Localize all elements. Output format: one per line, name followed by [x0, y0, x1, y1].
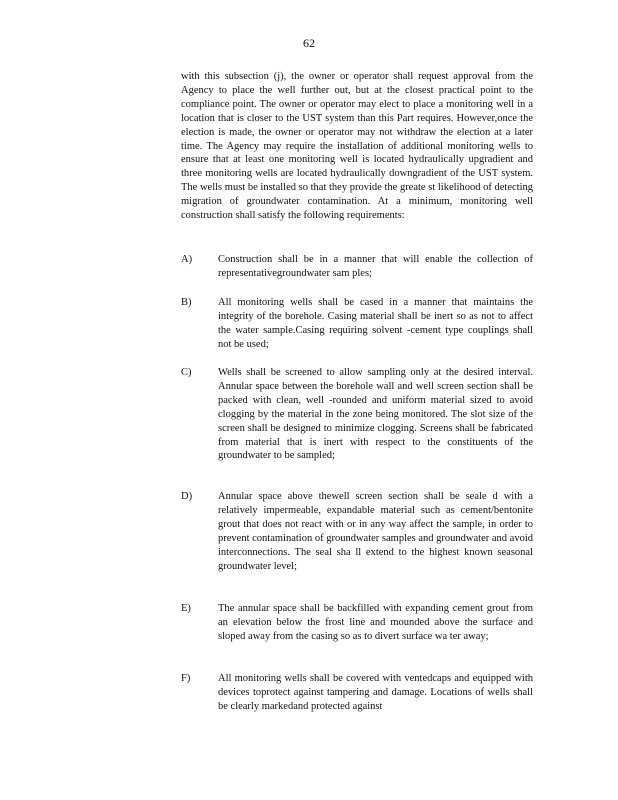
- list-item: [181, 672, 533, 714]
- list-item: [181, 296, 533, 352]
- list-item: [181, 366, 533, 463]
- list-item-text: All monitoring wells shall be covered with ventedcaps and equipped with devices toprotect against tampering and damage. Locations of wells shall be clearly markedand protected against: [218, 673, 533, 712]
- list-item-label: B): [181, 297, 192, 308]
- list-item-label: C): [181, 367, 192, 378]
- list-item-label: E): [181, 603, 191, 614]
- list-item-label: D): [181, 491, 193, 502]
- list-item-text: The annular space shall be backfilled with expanding cement grout from an elevation below the frost line and mounded above the surface and sloped away from the casing so as to divert surface wa ter away;: [218, 603, 533, 642]
- list-item: [181, 602, 533, 644]
- list-item-text: Construction shall be in a manner that will enable the collection of representativegroundwater sam ples;: [218, 254, 533, 279]
- list-item-text: All monitoring wells shall be cased in a manner that maintains the integrity of the borehole. Casing material shall be inert so as not to affect the water sample.Casing requiring solvent -cement type couplings shall not be used;: [218, 297, 533, 350]
- list-item-label: F): [181, 673, 191, 684]
- list-item-text: Wells shall be screened to allow sampling only at the desired interval. Annular space between the borehole wall and well screen section shall be packed with clean, well -rounded and uniform material sized to avoid clogging by the material in the zone being monitored. The slot size of the screen shall be designed to minimize clogging. Screens shall be fabricated from material that is inert with respect to the constituents of the groundwater to be sampled;: [218, 367, 533, 462]
- list-item-text: Annular space above thewell screen section shall be seale d with a relatively impermeable, expandable material such as cement/bentonite grout that does not react with or in any way affect the sample, in order to prevent contamination of groundwater samples and groundwater and avoid interconnections. The seal sha ll extend to the highest known seasonal groundwater level;: [218, 491, 533, 572]
- intro-paragraph: with this subsection (j), the owner or operator shall request approval from the Agency to place the well further out, but at the closest practical point to the compliance point. The owner or operator may elect to place a monitoring well in a location that is closer to the UST system than this Part requires. However,once the election is made, the owner or operator may not withdraw the election at a later time. The Agency may require the installation of additional monitoring wells to ensure that at least one monitoring well is located hydraulically upgradient and three monitoring wells are located hydraulically downgradient of the UST system. The wells must be installed so that they provide the greate st likelihood of detecting migration of groundwater contamination. At a minimum, monitoring well construction shall satisfy the following requirements:: [181, 71, 533, 222]
- list-item-label: A): [181, 254, 193, 265]
- list-item: [181, 253, 533, 281]
- page-number: 62: [303, 36, 315, 50]
- list-item: [181, 490, 533, 573]
